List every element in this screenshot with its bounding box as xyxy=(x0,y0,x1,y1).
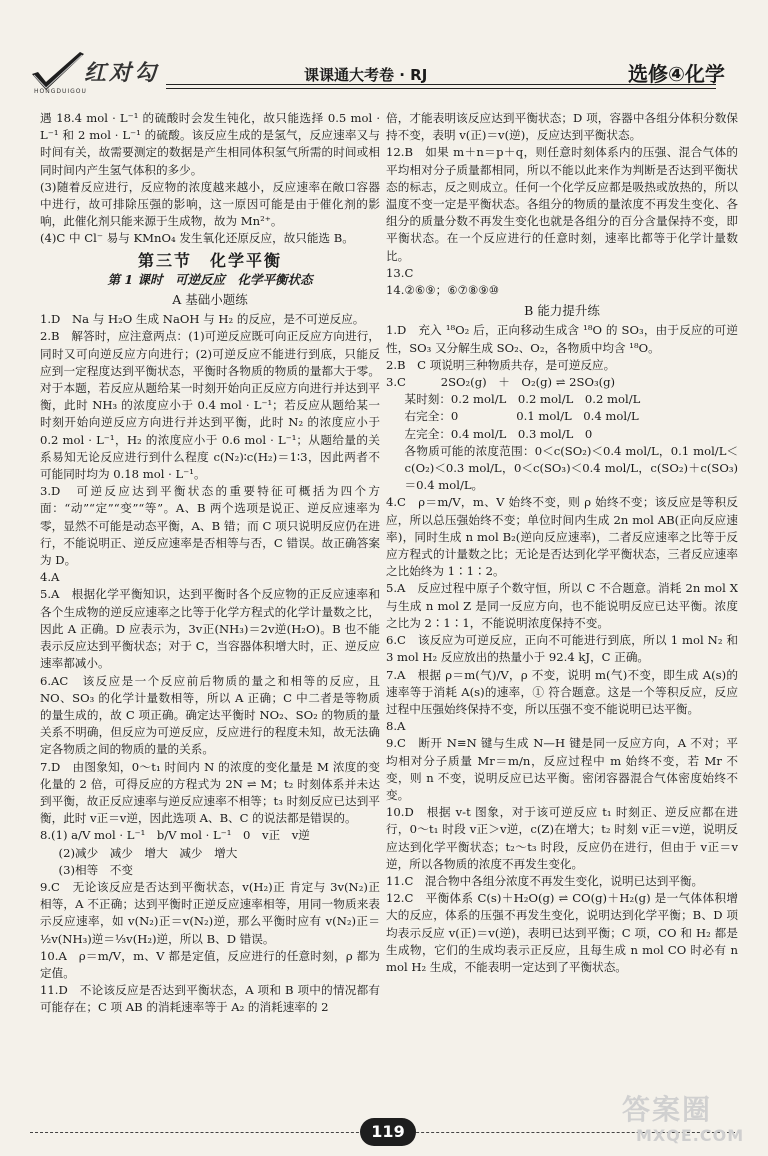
watermark xyxy=(622,1088,762,1152)
answer-item: 8.(1) a/V mol · L⁻¹ b/V mol · L⁻¹ 0 v正 v逆 xyxy=(40,828,310,843)
subject-title: 选修④化学 xyxy=(628,62,725,86)
watermark-url: MXQE.COM xyxy=(636,1126,745,1145)
watermark-text: 答案圈 xyxy=(622,1093,713,1126)
answer-item: 1.D 充入 ¹⁸O₂ 后，正向移动生成含 ¹⁸O 的 SO₃，由于反应的可逆性，SO₃ 又分解生成 SO₂、O₂，各物质中均含 ¹⁸O。 xyxy=(386,323,738,355)
logo-subtext: HONGDUIGOU xyxy=(34,88,87,95)
answer-item: 5.A 反应过程中原子个数守恒，所以 C 不合题意。消耗 2n mol X 与生成 n mol Z 是同一反应方向，也不能说明反应已达平衡。浓度之比为 2∶1∶1，不能说明浓度保持不变。 xyxy=(386,581,738,630)
answer-paragraph: 遇 18.4 mol · L⁻¹ 的硫酸时会发生钝化，故只能选择 0.5 mol · L⁻¹ 和 2 mol · L⁻¹ 的硫酸。该反应生成的是氢气，反应速率又与时间有关，故需要测定的数据是产生相同体积氢气所需的时间或相同时间内产生氢气体积的多少。 xyxy=(40,111,380,177)
answer-item: 各物质可能的浓度范围：0＜c(SO₂)＜0.4 mol/L，0.1 mol/L＜c(O₂)＜0.3 mol/L，0＜c(SO₃)＜0.4 mol/L，c(SO₂)＋c(SO₃)＝0.4 mol/L。 xyxy=(404,443,738,493)
part-b-title: B 能力提升练 xyxy=(524,303,600,319)
answer-item: 6.AC 该反应是一个反应前后物质的量之和相等的反应，且 NO、SO₃ 的化学计量数相等，所以 A 正确；C 中二者是等物质的量生成的，故 C 项正确。确定达平衡时 NO₂、SO₂ 的物质的量关系不明确，但反应为可逆反应，反应进行的程度未知，故无法确定各物质之间的物质的量的关系。 xyxy=(40,673,380,757)
answer-item: 13.C xyxy=(386,265,414,280)
answer-item: 7.A 根据 ρ＝m(气)/V，ρ 不变，说明 m(气)不变，即生成 A(s)的速率等于消耗 A(s)的速率，① 符合题意。这是一个等积反应，反应过程中压强始终保持不变，所以压强不变不能说明已达平衡。 xyxy=(386,667,738,716)
answer-item: 某时刻：0.2 mol/L 0.2 mol/L 0.2 mol/L xyxy=(404,392,641,407)
lesson-title: 第 1 课时 可逆反应 化学平衡状态 xyxy=(107,271,313,287)
answer-item: 倍，才能表明该反应达到平衡状态；D 项，容器中各组分体积分数保持不变，表明 v(正)＝v(逆)，反应达到平衡状态。 xyxy=(386,111,738,143)
answer-item: 5.A 根据化学平衡知识，达到平衡时各个反应物的正反应速率和各个生成物的逆反应速率之比等于化学方程式的化学计量数之比，因此 A 正确。D 应表示为，3v正(NH₃)＝2v逆(H₂O)。B 也不能表示反应达到平衡状态；对于 C，当容器体积增大时，正、逆反应速率都减小。 xyxy=(40,587,380,671)
answer-item: 8.A xyxy=(386,719,406,734)
answer-item: 12.C 平衡体系 C(s)＋H₂O(g) ⇌ CO(g)＋H₂(g) 是一气体体积增大的反应，体系的压强不再发生变化，说明达到化学平衡；B、D 项均表示反应 v(正)＝v(逆)，表明已达到平衡；C 项，CO 和 H₂ 都是生成物，它们的生成均表示正反应，且每生成 n mol CO 时必有 n mol H₂ 生成，不能表明一定达到了平衡状态。 xyxy=(386,891,738,974)
answer-item: 右完全：0 0.1 mol/L 0.4 mol/L xyxy=(404,409,639,424)
answer-item: 3.D 可逆反应达到平衡状态的重要特征可概括为四个方面：“动”“定”“变”“等”。A、B 两个选项是说正、逆反应速率为零，显然不可能是动态平衡，A、B 错；而 C 项只说明反应仍在进行，不能说明正、逆反应速率是否相等与否，C 错误。故正确答案为 D。 xyxy=(40,484,380,568)
answer-item: 4.A xyxy=(40,570,60,585)
answer-item: 2.B C 项说明三种物质共存，是可逆反应。 xyxy=(386,357,616,372)
part-a-title: A 基础小题练 xyxy=(172,292,248,308)
answer-item: 3.C 2SO₂(g) ＋ O₂(g) ⇌ 2SO₃(g) xyxy=(386,375,616,390)
answer-item: 11.D 不论该反应是否达到平衡状态，A 项和 B 项中的情况都有可能存在；C 项 AB 的消耗速率等于 A₂ 的消耗速率的 2 xyxy=(40,983,380,1015)
logo-text: 红对勾 xyxy=(84,60,160,86)
section-title: 第三节 化学平衡 xyxy=(137,250,282,270)
answer-item: 10.D 根据 v-t 图象，对于该可逆反应 t₁ 时刻正、逆反应都在进行，0～t₁ 时段 v正＞v逆，c(Z)在增大；t₂ 时刻 v正＝v逆，说明反应达到化学平衡状态；t₂～t₃ 时段，反应仍在进行，但由于 v正＝v逆，所以各物质的浓度不再发生变化。 xyxy=(386,805,738,871)
answer-item: 4.C ρ＝m/V，m、V 始终不变，则 ρ 始终不变；该反应是等积反应，所以总压强始终不变；单位时间内生成 2n mol AB(正向反应速率)，同时生成 n mol B₂(逆向反应速率)，二者反应速率之比等于反应方程式的计量数之比；无论是否达到化学平衡状态，三者反应速率之比始终为 1∶1∶2。 xyxy=(386,495,738,579)
answer-item: 14.②⑥⑨；⑥⑦⑧⑨⑩ xyxy=(386,283,500,298)
answer-item: (2)减少 减少 增大 减少 增大 xyxy=(58,845,238,860)
answer-item: 12.B 如果 m＋n＝p＋q，则任意时刻体系内的压强、混合气体的平均相对分子质量都相同，所以不能以此来作为判断是否达到平衡状态的标志，反之则成立。任何一个化学反应都是吸热或放热的，所以温度不变一定是平衡状态。各组分的物质的量浓度不再发生变化、各组分的质量分数不再发生变化也就是各组分的百分含量保持不变，即平衡状态。在一个反应进行的任意时刻，速率比都等于化学计量数比。 xyxy=(386,145,738,263)
series-title: 课课通大考卷 · RJ xyxy=(304,66,428,84)
answer-item: 1.D Na 与 H₂O 生成 NaOH 与 H₂ 的反应，是不可逆反应。 xyxy=(40,312,365,327)
answer-item: 11.C 混合物中各组分浓度不再发生变化，说明已达到平衡。 xyxy=(386,873,704,888)
right-column xyxy=(386,110,738,976)
answer-item: 2.B 解答时，应注意两点：(1)可逆反应既可向正反应方向进行，同时又可向逆反应方向进行；(2)可逆反应不能进行到底，只能反应到一定程度达到平衡状态，平衡时各物质的物质的量都大于零。对于本题，若反应从题给某一时刻开始向正反应方向进行并达到平衡，此时 NH₃ 的浓度应小于 0.4 mol · L⁻¹；若反应从题给某一时刻开始向逆反应方向进行并达到平衡，此时 N₂ 的浓度应小于 0.2 mol · L⁻¹，H₂ 的浓度应小于 0.6 mol · L⁻¹；从题给量的关系易知无论反应进行到什么程度 c(N₂)∶c(H₂)＝1∶3，因此两者不可能同时均为 0.18 mol · L⁻¹。 xyxy=(40,329,380,482)
answer-item: 6.C 该反应为可逆反应，正向不可能进行到底，所以 1 mol N₂ 和 3 mol H₂ 反应放出的热量小于 92.4 kJ，C 正确。 xyxy=(386,633,738,665)
header-rule-thin xyxy=(166,88,716,89)
answer-item: 左完全：0.4 mol/L 0.3 mol/L 0 xyxy=(404,426,593,441)
page-number: 119 xyxy=(360,1118,416,1146)
answer-item: 9.C 无论该反应是否达到平衡状态，v(H₂)正 肯定与 3v(N₂)正 相等，A 不正确；达到平衡时正逆反应速率相等，用同一物质来表示反应速率，如 v(N₂)正＝v(N₂)逆，那么平衡时应有 v(N₂)正＝½v(NH₃)逆＝⅓v(H₂)逆，所以 B、D 错误。 xyxy=(40,879,380,946)
left-column xyxy=(40,110,380,1017)
answer-item: 7.D 由图象知，0～t₁ 时间内 N 的浓度的变化量是 M 浓度的变化量的 2 倍，可得反应的方程式为 2N ⇌ M；t₂ 时刻体系并未达到平衡，故正反应速率与逆反应速率不相等；t₃ 时刻反应已达到平衡，此时 v正＝v逆，因此选项 A、B、C 的说法都是错误的。 xyxy=(40,759,380,826)
answer-item: 10.A ρ＝m/V，m、V 都是定值，反应进行的任意时刻，ρ 都为定值。 xyxy=(40,948,380,980)
page-header xyxy=(16,48,756,98)
answer-paragraph: (4)C 中 Cl⁻ 易与 KMnO₄ 发生氧化还原反应，故只能选 B。 xyxy=(40,231,354,246)
brand-logo xyxy=(26,48,176,98)
answer-item: 9.C 断开 N≡N 键与生成 N—H 键是同一反应方向，A 不对；平均相对分子质量 Mr＝m/n，反应过程中 m 始终不变，若 Mr 不变，则 n 不变，说明反应已达平衡。密闭容器混合气体密度始终不变。 xyxy=(386,736,738,802)
answer-paragraph: (3)随着反应进行，反应物的浓度越来越小，反应速率在敞口容器中进行，故可排除压强的影响，这一原因可能是由于催化剂的影响，此催化剂只能来源于生成物，故为 Mn²⁺。 xyxy=(40,179,380,229)
answer-item: (3)相等 不变 xyxy=(58,862,133,877)
